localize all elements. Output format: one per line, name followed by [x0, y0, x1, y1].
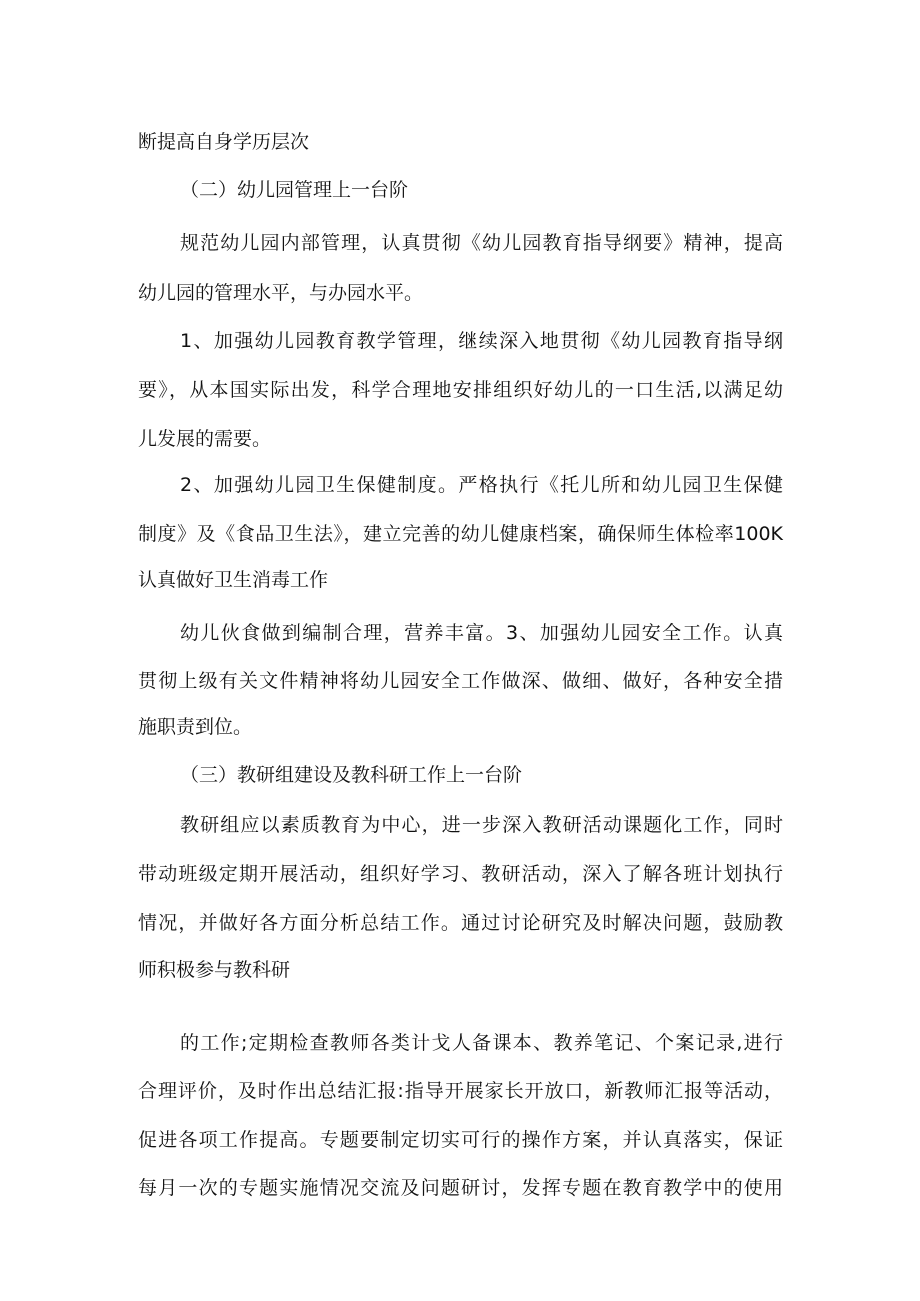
text-line: 1、加强幼儿园教育教学管理，继续深入地贯彻《幼儿园教育指导纲 [180, 330, 783, 352]
text-line: 制度》及《食品卫生法》，建立完善的幼儿健康档案，确保师生体检率100K [138, 523, 783, 545]
text-line: 幼儿园的管理水平，与办园水平。 [138, 282, 424, 304]
text-line: 师积极参与教科研 [138, 959, 291, 981]
text-line: 教研组应以素质教育为中心，进一步深入教研活动课题化工作，同时 [180, 814, 783, 836]
section-heading: （三）教研组建设及教科研工作上一台阶 [180, 764, 523, 786]
text-line: 要》，从本国实际出发，科学合理地安排组织好幼儿的一口生活,以满足幼 [138, 379, 783, 401]
text-line: 促进各项工作提高。专题要制定切实可行的操作方案，并认真落实，保证 [138, 1129, 783, 1151]
text-line: 每月一次的专题实施情况交流及问题研讨，发挥专题在教育教学中的使用 [138, 1177, 783, 1199]
text-line: 幼儿伙食做到编制合理，营养丰富。3、加强幼儿园安全工作。认真 [180, 622, 783, 644]
text-line: 施职责到位。 [138, 716, 253, 738]
text-line: 带动班级定期开展活动，组织好学习、教研活动，深入了解各班计划执行 [138, 863, 783, 885]
section-heading: （二）幼儿园管理上一台阶 [180, 179, 409, 201]
text-line: 合理评价，及时作出总结汇报:指导开展家长开放口，新教师汇报等活动， [138, 1080, 783, 1102]
text-line: 儿发展的需要。 [138, 428, 272, 450]
text-line: 规范幼儿园内部管理，认真贯彻《幼儿园教育指导纲要》精神，提高 [180, 232, 783, 254]
text-line: 2、加强幼儿园卫生保健制度。严格执行《托儿所和幼儿园卫生保健 [180, 474, 783, 496]
text-line: 断提高自身学历层次 [138, 131, 310, 153]
text-line: 情况，并做好各方面分析总结工作。通过讨论研究及时解决问题，鼓励教 [138, 912, 783, 934]
text-line: 的工作;定期检查教师各类计戈人备课本、教养笔记、个案记录,进行 [180, 1032, 783, 1054]
text-line: 贯彻上级有关文件精神将幼儿园安全工作做深、做细、做好，各种安全措 [138, 670, 783, 692]
text-line: 认真做好卫生消毒工作 [138, 569, 329, 591]
